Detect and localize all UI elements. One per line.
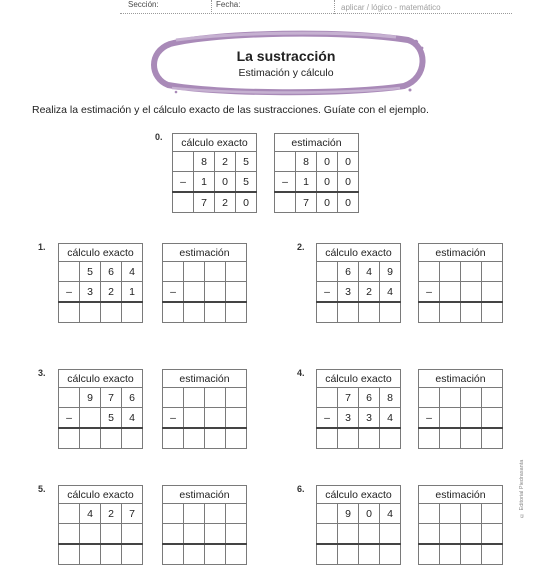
answer-cell[interactable] [184,544,205,565]
digit-cell [380,524,401,545]
digit-cell: 4 [80,504,101,524]
estimate-grid [418,369,503,449]
minus-sign-cell: – [275,172,296,193]
digit-cell [59,262,80,282]
digit-cell [461,504,482,524]
answer-cell[interactable] [122,302,143,323]
answer-cell[interactable] [440,302,461,323]
exercise-number: 0. [155,132,163,142]
digit-cell: 8 [380,388,401,408]
answer-cell[interactable]: 0 [338,192,359,213]
answer-cell[interactable] [275,192,296,213]
exact-calc-grid [58,485,143,565]
answer-cell[interactable] [101,544,122,565]
digit-cell [80,524,101,545]
digit-cell [59,504,80,524]
answer-cell[interactable] [482,302,503,323]
answer-cell[interactable] [461,302,482,323]
digit-cell: 7 [122,504,143,524]
estimate-header: estimación [163,370,247,388]
answer-cell[interactable] [101,428,122,449]
minus-sign-cell: – [173,172,194,193]
digit-cell: 9 [338,504,359,524]
answer-cell[interactable] [59,544,80,565]
digit-cell: 8 [194,152,215,172]
answer-cell[interactable] [173,192,194,213]
digit-cell [461,408,482,429]
minus-sign-cell [419,524,440,545]
answer-cell[interactable]: 7 [194,192,215,213]
digit-cell: 0 [317,172,338,193]
answer-cell[interactable]: 2 [215,192,236,213]
digit-cell: 1 [194,172,215,193]
answer-cell[interactable] [440,544,461,565]
exact-header: cálculo exacto [317,244,401,262]
digit-cell: 0 [215,172,236,193]
instruction-text: Realiza la estimación y el cálculo exacto de las sustracciones. Guíate con el ejemplo. [32,104,429,116]
digit-cell [163,504,184,524]
digit-cell: 9 [80,388,101,408]
digit-cell [440,504,461,524]
answer-cell[interactable] [419,428,440,449]
fecha-label: Fecha: [216,0,241,9]
answer-cell[interactable] [101,302,122,323]
digit-cell [205,408,226,429]
digit-cell [226,408,247,429]
minus-sign-cell: – [163,408,184,429]
answer-cell[interactable] [122,428,143,449]
digit-cell: 6 [122,388,143,408]
digit-cell: 2 [215,152,236,172]
header-underline [120,13,512,14]
page-title: La sustracción [236,48,336,64]
answer-cell[interactable] [80,302,101,323]
digit-cell: 0 [359,504,380,524]
estimate-header: estimación [275,134,359,152]
digit-cell: 4 [380,282,401,303]
digit-cell [184,388,205,408]
digit-cell [461,262,482,282]
answer-cell[interactable] [359,544,380,565]
estimate-grid [418,485,503,565]
answer-cell[interactable] [163,302,184,323]
minus-sign-cell [163,524,184,545]
answer-cell[interactable] [317,544,338,565]
digit-cell [482,408,503,429]
digit-cell [205,524,226,545]
digit-cell [440,282,461,303]
digit-cell [226,388,247,408]
answer-cell[interactable] [317,428,338,449]
digit-cell: 3 [359,408,380,429]
header-strip [0,0,550,14]
digit-cell [226,524,247,545]
digit-cell: 9 [380,262,401,282]
digit-cell [419,262,440,282]
digit-cell [317,388,338,408]
answer-cell[interactable] [461,544,482,565]
digit-cell: 1 [296,172,317,193]
digit-cell: 7 [101,388,122,408]
exact-calc-grid [316,485,401,565]
digit-cell: 6 [101,262,122,282]
estimate-header: estimación [419,486,503,504]
answer-cell[interactable] [380,428,401,449]
digit-cell [80,408,101,429]
digit-cell [101,524,122,545]
digit-cell: 2 [101,282,122,303]
answer-cell[interactable] [80,428,101,449]
exact-calc-grid [58,243,143,323]
answer-cell[interactable] [184,302,205,323]
header-divider [334,0,335,14]
exact-header: cálculo exacto [173,134,257,152]
digit-cell: 6 [359,388,380,408]
digit-cell [205,282,226,303]
minus-sign-cell [317,524,338,545]
digit-cell: 4 [359,262,380,282]
estimate-grid [162,243,247,323]
digit-cell [338,524,359,545]
digit-cell: 0 [338,152,359,172]
digit-cell: 3 [338,282,359,303]
digit-cell [317,262,338,282]
digit-cell [184,408,205,429]
digit-cell [184,504,205,524]
answer-cell[interactable] [380,302,401,323]
estimate-header: estimación [163,244,247,262]
digit-cell: 4 [122,262,143,282]
answer-cell[interactable] [163,428,184,449]
digit-cell [461,388,482,408]
answer-cell[interactable] [59,428,80,449]
estimate-grid [274,133,359,213]
digit-cell: 4 [122,408,143,429]
digit-cell: 4 [380,504,401,524]
answer-cell[interactable] [419,302,440,323]
digit-cell [482,504,503,524]
exact-header: cálculo exacto [59,486,143,504]
exact-calc-grid [58,369,143,449]
digit-cell: 2 [359,282,380,303]
digit-cell [419,504,440,524]
digit-cell [419,388,440,408]
digit-cell [163,388,184,408]
digit-cell: 5 [236,172,257,193]
digit-cell: 1 [122,282,143,303]
copyright-mark: © Editorial Piedrasanta [519,459,525,518]
exact-calc-grid [316,243,401,323]
digit-cell [482,524,503,545]
exact-calc-grid [316,369,401,449]
answer-cell[interactable]: 0 [317,192,338,213]
estimate-header: estimación [419,244,503,262]
minus-sign-cell [59,524,80,545]
digit-cell [184,262,205,282]
digit-cell: 8 [296,152,317,172]
seccion-label: Sección: [128,0,159,9]
digit-cell: 4 [380,408,401,429]
digit-cell [163,262,184,282]
exercise-number: 2. [297,242,305,252]
digit-cell [205,262,226,282]
answer-cell[interactable] [317,302,338,323]
answer-cell[interactable] [482,428,503,449]
answer-cell[interactable] [205,302,226,323]
digit-cell: 6 [338,262,359,282]
exact-header: cálculo exacto [59,370,143,388]
answer-cell[interactable] [338,302,359,323]
answer-cell[interactable] [184,428,205,449]
estimate-grid [418,243,503,323]
answer-cell[interactable] [380,544,401,565]
answer-cell[interactable]: 7 [296,192,317,213]
digit-cell [184,524,205,545]
digit-cell [205,388,226,408]
minus-sign-cell: – [59,408,80,429]
digit-cell: 7 [338,388,359,408]
answer-cell[interactable] [59,302,80,323]
answer-cell[interactable] [226,544,247,565]
digit-cell [440,388,461,408]
digit-cell: 0 [338,172,359,193]
exercise-number: 4. [297,368,305,378]
digit-cell: 0 [317,152,338,172]
minus-sign-cell: – [59,282,80,303]
minus-sign-cell: – [163,282,184,303]
exact-calc-grid [172,133,257,213]
digit-cell [226,504,247,524]
digit-cell [461,282,482,303]
competency-label: aplicar / lógico - matemático [341,3,441,12]
minus-sign-cell: – [419,282,440,303]
digit-cell: 5 [80,262,101,282]
answer-cell[interactable] [338,428,359,449]
answer-cell[interactable] [205,428,226,449]
digit-cell [482,388,503,408]
digit-cell [173,152,194,172]
estimate-header: estimación [163,486,247,504]
digit-cell [482,262,503,282]
estimate-header: estimación [419,370,503,388]
answer-cell[interactable] [359,428,380,449]
digit-cell [226,282,247,303]
digit-cell: 5 [236,152,257,172]
digit-cell [205,504,226,524]
minus-sign-cell: – [317,408,338,429]
exact-header: cálculo exacto [59,244,143,262]
estimate-grid [162,369,247,449]
exercise-number: 1. [38,242,46,252]
answer-cell[interactable] [80,544,101,565]
answer-cell[interactable] [163,544,184,565]
exact-header: cálculo exacto [317,370,401,388]
digit-cell [184,282,205,303]
answer-cell[interactable] [122,544,143,565]
digit-cell [440,408,461,429]
answer-cell[interactable] [226,428,247,449]
exact-header: cálculo exacto [317,486,401,504]
answer-cell[interactable]: 0 [236,192,257,213]
answer-cell[interactable] [461,428,482,449]
digit-cell [59,388,80,408]
digit-cell [226,262,247,282]
minus-sign-cell: – [419,408,440,429]
answer-cell[interactable] [419,544,440,565]
answer-cell[interactable] [359,302,380,323]
digit-cell: 3 [338,408,359,429]
digit-cell [482,282,503,303]
digit-cell [275,152,296,172]
answer-cell[interactable] [338,544,359,565]
answer-cell[interactable] [440,428,461,449]
title-banner [146,28,426,96]
digit-cell [461,524,482,545]
digit-cell: 3 [80,282,101,303]
digit-cell: 2 [101,504,122,524]
minus-sign-cell: – [317,282,338,303]
header-divider [211,0,212,14]
digit-cell: 5 [101,408,122,429]
exercise-number: 5. [38,484,46,494]
answer-cell[interactable] [482,544,503,565]
page-subtitle: Estimación y cálculo [238,67,334,79]
digit-cell [440,524,461,545]
exercise-number: 3. [38,368,46,378]
digit-cell [359,524,380,545]
exercise-number: 6. [297,484,305,494]
digit-cell [317,504,338,524]
digit-cell [122,524,143,545]
estimate-grid [162,485,247,565]
digit-cell [440,262,461,282]
answer-cell[interactable] [205,544,226,565]
answer-cell[interactable] [226,302,247,323]
